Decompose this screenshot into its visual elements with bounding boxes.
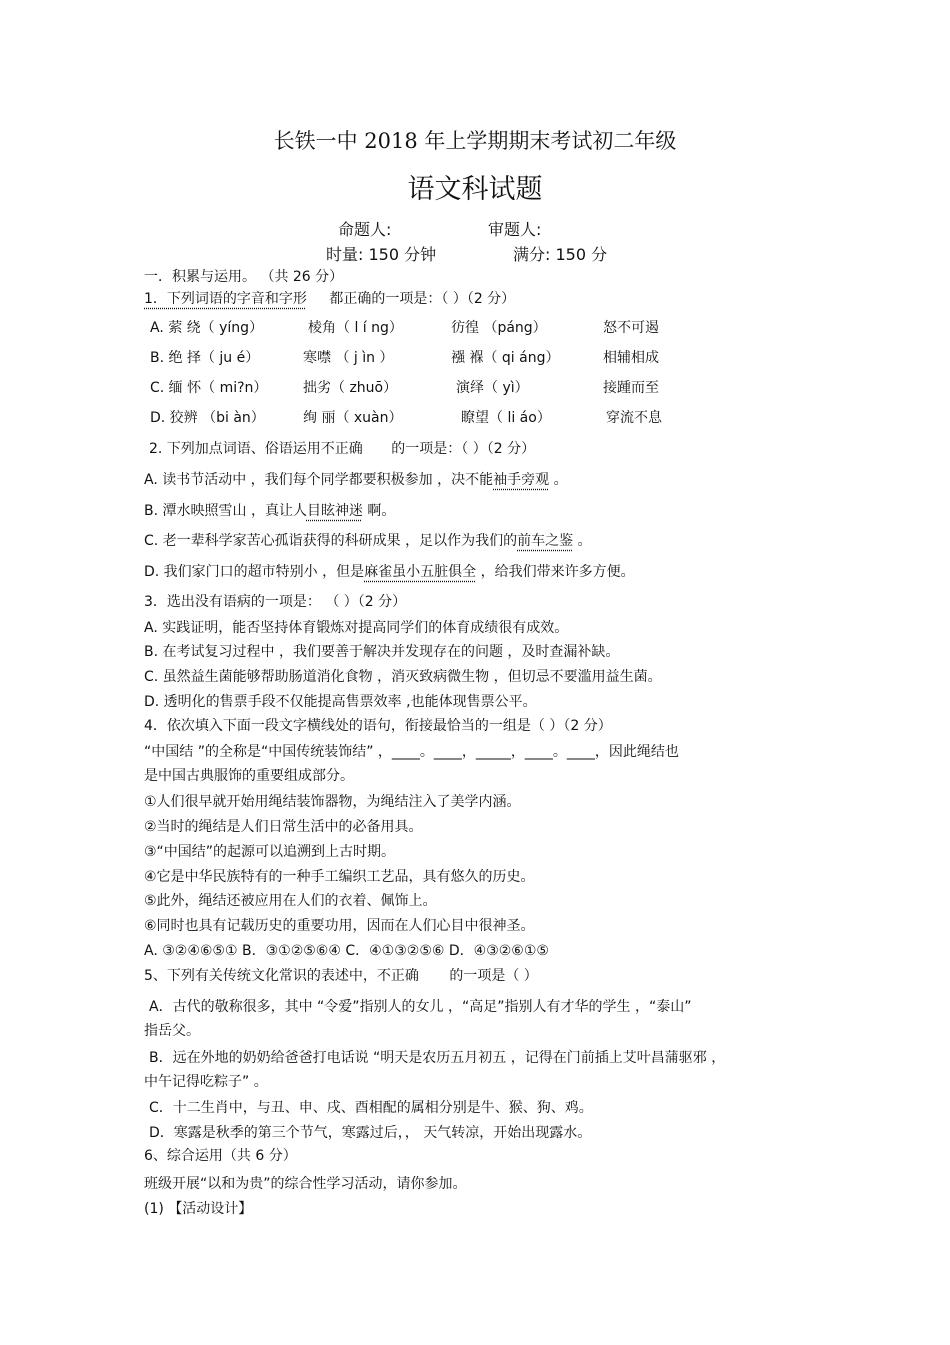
q5-option-d: D．寒露是秋季的第三个节气，寒露过后，， 天气转凉，开始出现露水。 — [149, 1125, 592, 1141]
q1-c-word4: 接踵而至 — [603, 380, 659, 396]
q2-option-c — [144, 532, 592, 550]
q6-stem: 6、综合运用（共 6 分） — [144, 1148, 297, 1164]
q1-stem-rest: 都正确的一项是：（ ）（2 分） — [329, 291, 516, 307]
q1-a-word3: 彷徨 （páng） — [451, 320, 547, 336]
q2-c-end: 。 — [573, 533, 592, 549]
q4-item-2: ②当时的绳结是人们日常生活中的必备用具。 — [144, 819, 423, 835]
q5-option-b: B．远在外地的奶奶给爸爸打电话说 “明天是农历五月初五 ，记得在门前插上艾叶昌蒲驱邪 ， — [149, 1050, 726, 1066]
q1-d-word4: 穿流不息 — [606, 410, 662, 426]
q4-stem: 4．依次填入下面一段文字横线处的语句，衔接最恰当的一组是（ ）（2 分） — [144, 718, 612, 734]
q1-a-word1: A. 萦 绕（ yíng） — [150, 320, 264, 336]
q3-option-c: C. 虽然益生菌能够帮助肠道消化食物 ，消灭致病微生物 ，但切忌不要滥用益生菌。 — [144, 669, 662, 685]
q2-option-b — [144, 502, 395, 520]
q4-item-4: ④它是中华民族特有的一种手工编织工艺品，具有悠久的历史。 — [144, 869, 535, 885]
q3-stem: 3．选出没有语病的一项是： （ ）（2 分） — [144, 594, 407, 610]
q1-b-word2: 寒噤 （ j ìn ） — [303, 350, 394, 366]
q4-answer-options: A. ③②④⑥⑤① B．③①②⑤⑥④ C．④①③②⑤⑥ D．④③②⑥①⑤ — [144, 943, 549, 959]
q2-option-a — [144, 471, 568, 489]
exam-title: 长铁一中 2018 年上学期期末考试初二年级 — [273, 129, 677, 153]
q1-a-word2: 棱角（ l í ng） — [308, 320, 403, 336]
q3-option-b: B. 在考试复习过程中 ，我们要善于解决并发现存在的问题 ，及时查漏补缺。 — [144, 644, 620, 660]
q1-c-word1: C. 缅 怀（ mi?n） — [150, 380, 268, 396]
q5-option-b-cont: 中午记得吃粽子” 。 — [144, 1074, 268, 1090]
q5-stem-b: 的一项是（ ） — [449, 968, 538, 984]
q5-stem-a: 5、下列有关传统文化常识的表述中，不正确 — [144, 968, 419, 984]
q2-a-end: 。 — [549, 472, 568, 488]
score-label: 满分: 150 分 — [513, 245, 608, 264]
q2-c-dotted: 前车之鉴 — [517, 533, 574, 549]
q2-stem — [149, 440, 535, 458]
q5-option-a: A．古代的敬称很多，其中 “令爱”指别人的女儿 ，“高足”指别人有才华的学生 ，“泰山” — [149, 999, 692, 1015]
q1-c-word3: 演绎（ yì） — [456, 380, 529, 396]
q2-a-text: A. 读书节活动中 ，我们每个同学都要积极参加 ，决不能 — [144, 472, 494, 488]
q1-d-word1: D. 狡辨 （bi àn） — [150, 410, 265, 426]
q3-option-a: A. 实践证明，能否坚持体育锻炼对提高同学们的体育成绩很有成效。 — [144, 620, 569, 636]
q1-b-word1: B. 绝 择（ ju é） — [150, 350, 260, 366]
q4-item-3: ③“中国结”的起源可以追溯到上古时期。 — [144, 844, 396, 860]
q2-a-dotted: 袖手旁观 — [493, 472, 550, 488]
q2-stem-a: 2. 下列加点词语、俗语运用不正确 — [149, 441, 363, 457]
reviewer-label: 审题人: — [488, 220, 542, 239]
q2-d-end: ，给我们带来许多方便。 — [476, 564, 635, 580]
q5-option-c: C．十二生肖中，与丑、申、戌、酉相配的属相分别是牛、猴、狗、鸡。 — [149, 1100, 593, 1116]
q4-item-5: ⑤此外，绳结还被应用在人们的衣着、佩饰上。 — [144, 893, 437, 909]
q5-option-a-cont: 指岳父。 — [144, 1023, 200, 1039]
q1-b-word4: 相辅相成 — [603, 350, 659, 366]
q4-passage-line2: 是中国古典服饰的重要组成部分。 — [144, 768, 354, 784]
q6-intro: 班级开展“以和为贵”的综合性学习活动，请你参加。 — [144, 1176, 467, 1192]
q6-sub1: (1) 【活动设计】 — [144, 1201, 253, 1217]
section-heading: 一．积累与运用。 （共 26 分） — [144, 269, 344, 285]
q5-stem — [144, 967, 538, 985]
q1-c-word2: 拙劣（ zhuō） — [303, 380, 398, 396]
time-label: 时量: 150 分钟 — [326, 245, 437, 264]
q2-b-end: 啊。 — [362, 503, 396, 519]
q4-item-1: ①人们很早就开始用绳结装饰器物，为绳结注入了美学内涵。 — [144, 794, 521, 810]
q4-item-6: ⑥同时也具有记载历史的重要功用，因而在人们心目中很神圣。 — [144, 918, 535, 934]
q2-b-dotted: 目眩神迷 — [306, 503, 363, 519]
subject-title: 语文科试题 — [407, 174, 543, 205]
q1-a-word4: 怒不可遏 — [603, 320, 659, 336]
setter-label: 命题人: — [338, 220, 392, 239]
q1-d-word2: 绚 丽（ xuàn） — [303, 410, 403, 426]
q1-stem — [144, 290, 515, 308]
q3-option-d: D. 透明化的售票手段不仅能提高售票效率 ,也能体现售票公平。 — [144, 694, 537, 710]
q1-b-word3: 襁 褓（ qi áng） — [451, 350, 560, 366]
q4-passage-line1: “中国结 ”的全称是“中国传统装饰结” ，____。____，_____，____。____，因此绳结也 — [144, 744, 679, 760]
q2-c-text: C. 老一辈科学家苦心孤诣获得的科研成果 ，足以作为我们的 — [144, 533, 518, 549]
q1-stem-dotted: 1．下列词语的字音和字形 — [144, 291, 307, 307]
q2-d-dotted: 麻雀虽小五脏俱全 — [364, 564, 477, 580]
q2-b-text: B. 潭水映照雪山 ，真让人 — [144, 503, 307, 519]
q2-stem-b: 的一项是：（ ）（2 分） — [391, 441, 536, 457]
q1-d-word3: 瞭望（ li áo） — [461, 410, 551, 426]
q2-option-d — [144, 563, 635, 581]
q2-d-text: D. 我们家门口的超市特别小 ，但是 — [144, 564, 365, 580]
